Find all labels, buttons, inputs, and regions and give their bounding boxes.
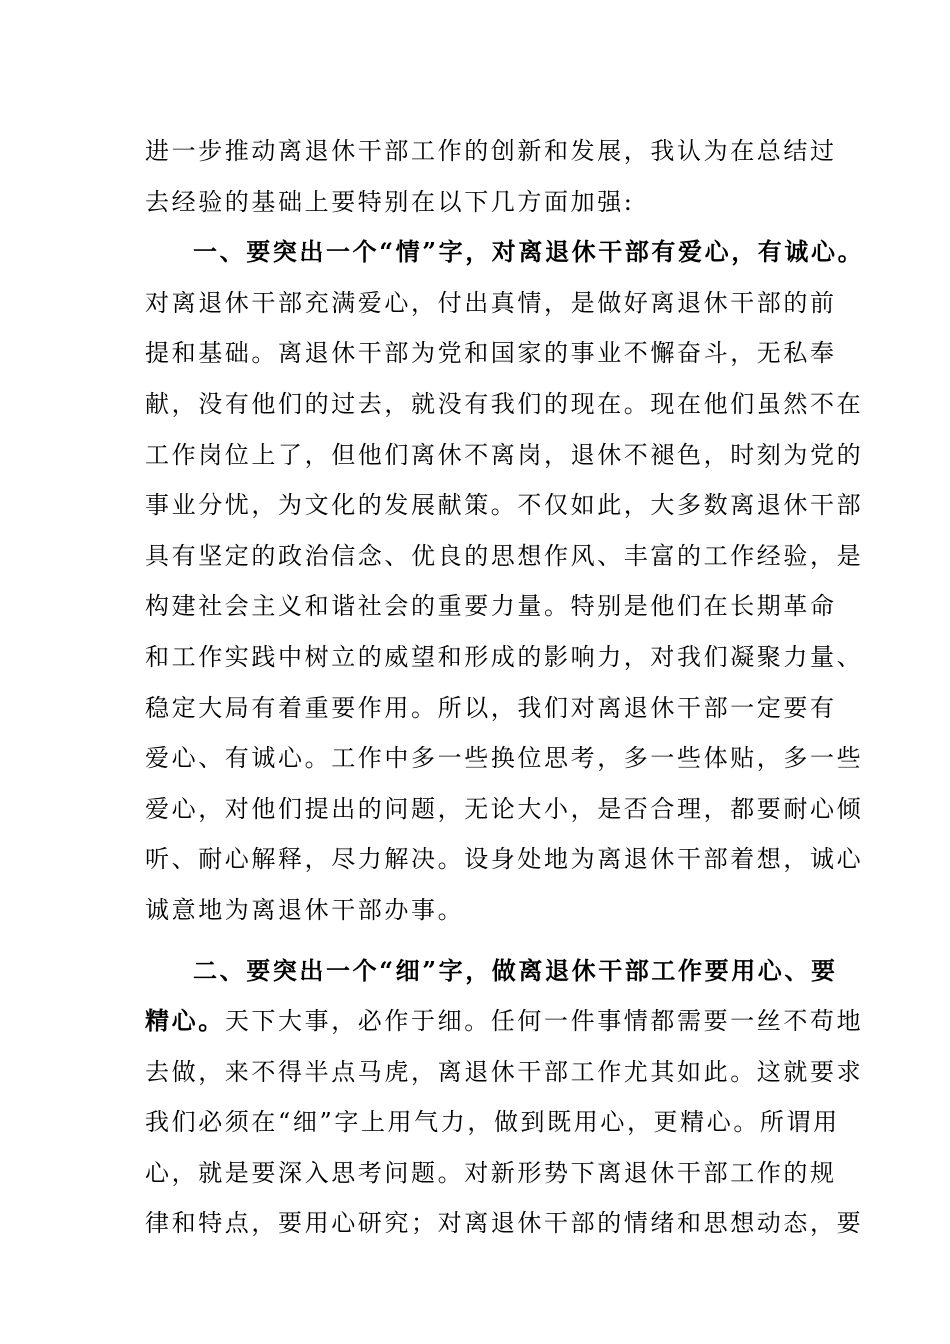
body-line: 去做，来不得半点马虎，离退休干部工作尤其如此。这就要求: [145, 1057, 864, 1086]
body-line: 进一步推动离退休干部工作的创新和发展，我认为在总结过: [145, 137, 837, 165]
body-line: 对离退休干部充满爱心，付出真情，是做好离退休干部的前: [145, 288, 837, 317]
document-body: [145, 126, 865, 1249]
body-line: 构建社会主义和谐社会的重要力量。特别是他们在长期革命: [145, 592, 837, 621]
body-line: 事业分忧，为文化的发展献策。不仅如此，大多数离退休干部: [145, 491, 864, 520]
section-heading-2-end: 精心。: [145, 1006, 225, 1036]
body-line: 稳定大局有着重要作用。所以，我们对离退休干部一定要有: [145, 693, 837, 722]
body-line: 具有坚定的政治信念、优良的思想作风、丰富的工作经验，是: [145, 541, 864, 570]
body-line: 去经验的基础上要特别在以下几方面加强:: [145, 187, 635, 216]
body-line: 和工作实践中树立的威望和形成的影响力，对我们凝聚力量、: [145, 642, 864, 671]
body-line: 献，没有他们的过去，就没有我们的现在。现在他们虽然不在: [145, 389, 864, 418]
body-line: 诚意地为离退休干部办事。: [145, 895, 465, 924]
body-line: [145, 996, 864, 1047]
body-line: 我们必须在“细”字上用气力，做到既用心，更精心。所谓用: [145, 1108, 840, 1137]
body-line: 工作岗位上了，但他们离休不离岗，退休不褪色，时刻为党的: [145, 440, 864, 469]
body-line: 听、耐心解释，尽力解决。设身处地为离退休干部着想，诚心: [145, 845, 864, 874]
body-line: 提和基础。离退休干部为党和国家的事业不懈奋斗，无私奉: [145, 339, 837, 368]
body-line: 律和特点，要用心研究；对离退休干部的情绪和思想动态，要: [145, 1209, 864, 1238]
body-line: 爱心，对他们提出的问题，无论大小，是否合理，都要耐心倾: [145, 794, 864, 823]
section-heading-1: 一、要突出一个“情”字，对离退休干部有爱心，有诚心。: [193, 237, 865, 267]
section-2-intro: 天下大事，必作于细。任何一件事情都需要一丝不苟地: [224, 1007, 864, 1036]
paragraph-gap: [145, 936, 825, 946]
body-line: 心，就是要深入思考问题。对新形势下离退休干部工作的规: [145, 1158, 837, 1187]
section-heading-2: 二、要突出一个“细”字，做离退休干部工作要用心、要: [193, 955, 838, 985]
body-line: 爱心、有诚心。工作中多一些换位思考，多一些体贴，多一些: [145, 744, 864, 773]
